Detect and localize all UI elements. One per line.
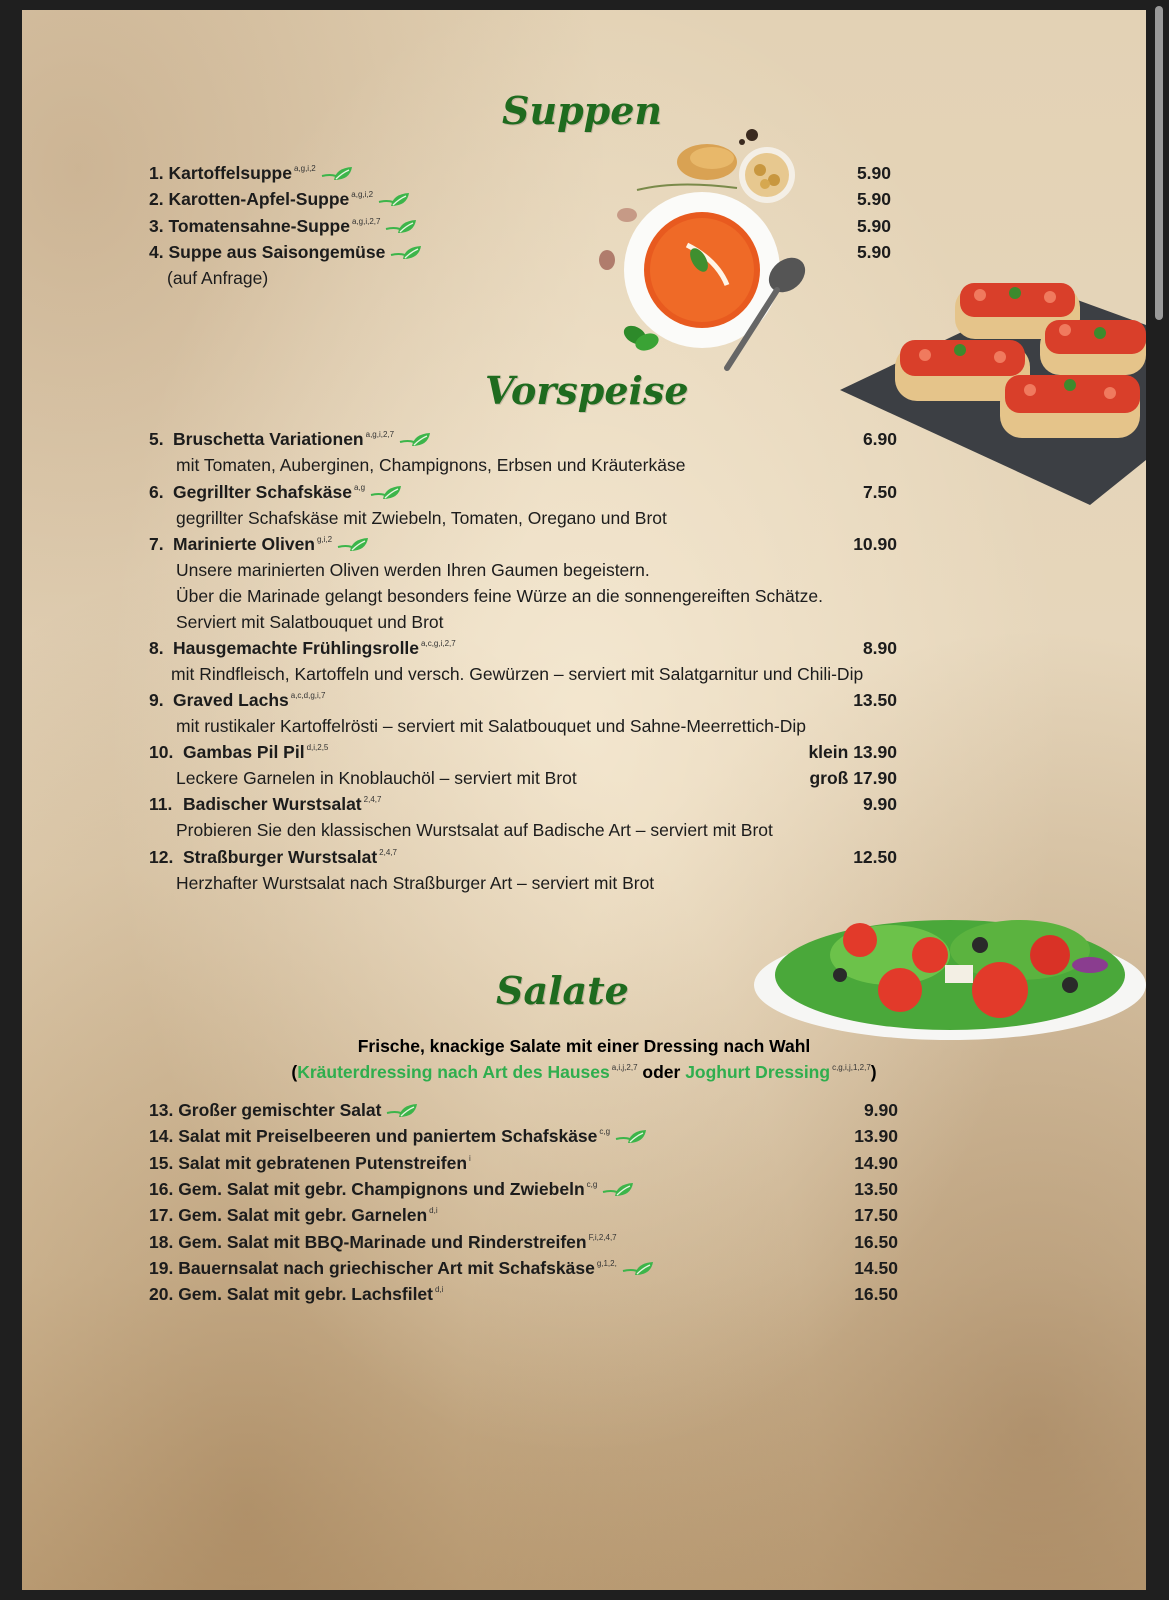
section-title-salads: Salate [496, 968, 629, 1013]
menu-item [22, 429, 1146, 455]
vegetarian-leaf-icon [398, 432, 432, 448]
menu-item-price: 9.90 [862, 794, 897, 814]
menu-item-description: Herzhafter Wurstsalat nach Straßburger Art – serviert mit Brot [176, 873, 655, 893]
menu-item [22, 1179, 1146, 1205]
menu-item-title: 2. Karotten-Apfel-Suppe [149, 189, 350, 209]
menu-item [22, 690, 1146, 716]
menu-item [22, 1100, 1146, 1126]
menu-item-description: Leckere Garnelen in Knoblauchöl – serviert mit Brot [176, 768, 577, 788]
menu-item-description: mit Tomaten, Auberginen, Champignons, Erbsen und Kräuterkäse [176, 455, 686, 475]
menu-item-price: 7.50 [862, 482, 897, 502]
menu-item-title: Straßburger Wurstsalat [183, 847, 378, 867]
menu-item-title: 19. Bauernsalat nach griechischer Art mit Schafskäse [149, 1257, 595, 1278]
menu-item-title: 14. Salat mit Preiselbeeren und paniertem Schafskäse [149, 1126, 598, 1147]
dressing-herb: Kräuterdressing nach Art des Hauses [297, 1062, 610, 1082]
dressing-close: ) [870, 1062, 877, 1082]
allergen-codes: d,i,2,5 [306, 743, 329, 752]
menu-item-name [149, 189, 411, 210]
section-title-soups: Suppen [502, 88, 663, 133]
menu-item-title: 4. Suppe aus Saisongemüse [149, 242, 386, 262]
menu-item-number: 9. [149, 690, 164, 710]
menu-item-title: 1. Kartoffelsuppe [149, 163, 292, 183]
allergen-codes: F,i,2,4,7 [588, 1232, 617, 1242]
menu-item-name [149, 1100, 419, 1121]
allergen-codes: i [469, 1153, 471, 1163]
menu-item-title: 15. Salat mit gebratenen Putenstreifen [149, 1152, 468, 1173]
menu-item-number: 8. [149, 638, 164, 658]
allergen-codes: d,i [435, 1285, 444, 1295]
section-title-starters: Vorspeise [485, 368, 689, 413]
menu-item [22, 1258, 1146, 1284]
allergen-codes: a,g,i,2,7 [351, 217, 381, 226]
menu-item [22, 534, 1146, 560]
menu-item-name [149, 794, 381, 815]
menu-item-description: gegrillter Schafskäse mit Zwiebeln, Tomaten, Oregano und Brot [176, 508, 667, 528]
scrollbar[interactable] [1155, 6, 1163, 320]
menu-item-name [149, 1258, 655, 1279]
allergen-codes: c,g [586, 1179, 598, 1189]
vegetarian-leaf-icon [369, 485, 403, 501]
menu-item-number: 10. [149, 742, 174, 762]
menu-item-price: 5.90 [856, 189, 891, 209]
allergen-codes: 2,4,7 [379, 848, 397, 857]
menu-item-price-large: groß 17.90 [809, 768, 897, 788]
menu-item-name [149, 429, 432, 450]
menu-item-title: 16. Gem. Salat mit gebr. Champignons und Zwiebeln [149, 1178, 585, 1199]
menu-item [22, 1232, 1146, 1258]
menu-item-title: 3. Tomatensahne-Suppe [149, 216, 350, 236]
soups-note: (auf Anfrage) [167, 268, 269, 288]
menu-item-name [149, 742, 328, 763]
menu-item-title: Bruschetta Variationen [173, 429, 364, 449]
allergen-codes: a,c,g,i,2,7 [421, 639, 456, 648]
menu-item-number: 6. [149, 482, 164, 502]
menu-item-price: 5.90 [856, 242, 891, 262]
bruschetta-illustration [840, 265, 1146, 510]
salad-illustration [750, 895, 1146, 1055]
vegetarian-leaf-icon [320, 166, 354, 182]
menu-item-price: 14.50 [854, 1257, 898, 1278]
menu-item-name [149, 1153, 471, 1174]
dressing-yogurt-allergens: c,g,i,j,1,2,7 [832, 1063, 871, 1072]
menu-item-title: 13. Großer gemischter Salat [149, 1100, 382, 1120]
menu-item-price: 13.90 [854, 1126, 898, 1147]
dressing-or: oder [637, 1062, 686, 1082]
allergen-codes: c,g [599, 1127, 611, 1137]
menu-item-name [149, 1284, 443, 1305]
allergen-codes: d,i [429, 1206, 438, 1216]
vegetarian-leaf-icon [384, 219, 418, 235]
menu-item-price: 6.90 [862, 429, 897, 449]
menu-item-description: Über die Marinade gelangt besonders feine Würze an die sonnengereiften Schätze. [176, 586, 823, 606]
menu-item [22, 216, 1146, 242]
menu-item [22, 1126, 1146, 1152]
menu-item [22, 794, 1146, 820]
menu-item-title: Gegrillter Schafskäse [173, 482, 352, 502]
menu-item [22, 1205, 1146, 1231]
allergen-codes: g,1,2, [596, 1258, 617, 1268]
vegetarian-leaf-icon [389, 245, 423, 261]
menu-item-price: 14.90 [854, 1152, 898, 1173]
menu-item [22, 1153, 1146, 1179]
menu-item-description: mit rustikaler Kartoffelrösti – serviert mit Salatbouquet und Sahne-Meerrettich-Dip [176, 716, 806, 736]
menu-item-price: 5.90 [856, 216, 891, 236]
menu-item-price: 17.50 [854, 1205, 898, 1226]
allergen-codes: 2,4,7 [363, 795, 382, 804]
menu-item-title: 18. Gem. Salat mit BBQ-Marinade und Rinderstreifen [149, 1231, 587, 1252]
menu-item-name [149, 216, 418, 237]
allergen-codes: g,i,2 [317, 535, 333, 544]
menu-item-description: Unsere marinierten Oliven werden Ihren Gaumen begeistern. [176, 560, 650, 580]
menu-item-title: Graved Lachs [173, 690, 289, 710]
menu-item-title: Gambas Pil Pil [183, 742, 305, 762]
menu-item [22, 847, 1146, 873]
vegetarian-leaf-icon [336, 537, 370, 553]
menu-item [22, 242, 1146, 268]
allergen-codes: a,c,d,g,i,7 [290, 691, 326, 700]
menu-item [22, 189, 1146, 215]
menu-item-price: klein 13.90 [808, 742, 897, 762]
dressing-open: ( [291, 1062, 298, 1082]
menu-item-name [149, 847, 397, 868]
menu-item-name [149, 1126, 648, 1147]
menu-item-description: Serviert mit Salatbouquet und Brot [176, 612, 444, 632]
allergen-codes: a,g,i,2,7 [365, 430, 395, 439]
menu-item [22, 1284, 1146, 1310]
menu-item-price: 8.90 [862, 638, 897, 658]
menu-item-title: Badischer Wurstsalat [183, 794, 362, 814]
menu-item-description: mit Rindfleisch, Kartoffeln und versch. Gewürzen – serviert mit Salatgarnitur und Chili-Dip [171, 664, 864, 684]
menu-item-price: 5.90 [856, 163, 891, 183]
vegetarian-leaf-icon [385, 1103, 419, 1119]
menu-item-price: 16.50 [854, 1231, 898, 1252]
dressing-yogurt: Joghurt Dressing [685, 1062, 831, 1082]
menu-item-name [149, 482, 403, 503]
vegetarian-leaf-icon [614, 1129, 648, 1145]
menu-item-price: 12.50 [853, 847, 897, 867]
menu-item-price: 13.50 [853, 690, 897, 710]
vegetarian-leaf-icon [377, 192, 411, 208]
menu-item-description: Probieren Sie den klassischen Wurstsalat auf Badische Art – serviert mit Brot [176, 820, 773, 840]
menu-item-price: 10.90 [853, 534, 897, 554]
menu-item [22, 163, 1146, 189]
vegetarian-leaf-icon [601, 1182, 635, 1198]
salads-intro: Frische, knackige Salate mit einer Dressing nach Wahl [357, 1036, 811, 1056]
menu-item-name [149, 242, 423, 263]
menu-item [22, 482, 1146, 508]
menu-item-title: 20. Gem. Salat mit gebr. Lachsfilet [149, 1284, 433, 1305]
menu-item-title: Marinierte Oliven [173, 534, 315, 554]
menu-item-name [149, 1205, 438, 1226]
allergen-codes: a,g,i,2 [351, 190, 374, 199]
menu-item-price: 13.50 [854, 1178, 898, 1199]
menu-item-name [149, 534, 370, 555]
allergen-codes: a,g [353, 483, 366, 492]
menu-item-price: 16.50 [854, 1284, 898, 1305]
menu-item-number: 11. [149, 794, 173, 814]
menu-item [22, 638, 1146, 664]
vegetarian-leaf-icon [621, 1261, 655, 1277]
menu-item [22, 742, 1146, 768]
menu-item-name [149, 163, 354, 184]
menu-item-name [149, 1232, 617, 1253]
menu-item-number: 12. [149, 847, 174, 867]
menu-item-name [149, 690, 325, 711]
menu-item-number: 7. [149, 534, 164, 554]
menu-item-title: Hausgemachte Frühlingsrolle [173, 638, 420, 658]
menu-item-title: 17. Gem. Salat mit gebr. Garnelen [149, 1205, 428, 1226]
menu-item-name [149, 638, 456, 659]
dressing-herb-allergens: a,i,j,2,7 [611, 1063, 638, 1072]
menu-page [22, 10, 1146, 1590]
menu-item-name [149, 1179, 635, 1200]
menu-item-number: 5. [149, 429, 164, 449]
allergen-codes: a,g,i,2 [293, 164, 316, 173]
menu-item-price: 9.90 [863, 1100, 898, 1120]
dressing-line [22, 1062, 1146, 1083]
